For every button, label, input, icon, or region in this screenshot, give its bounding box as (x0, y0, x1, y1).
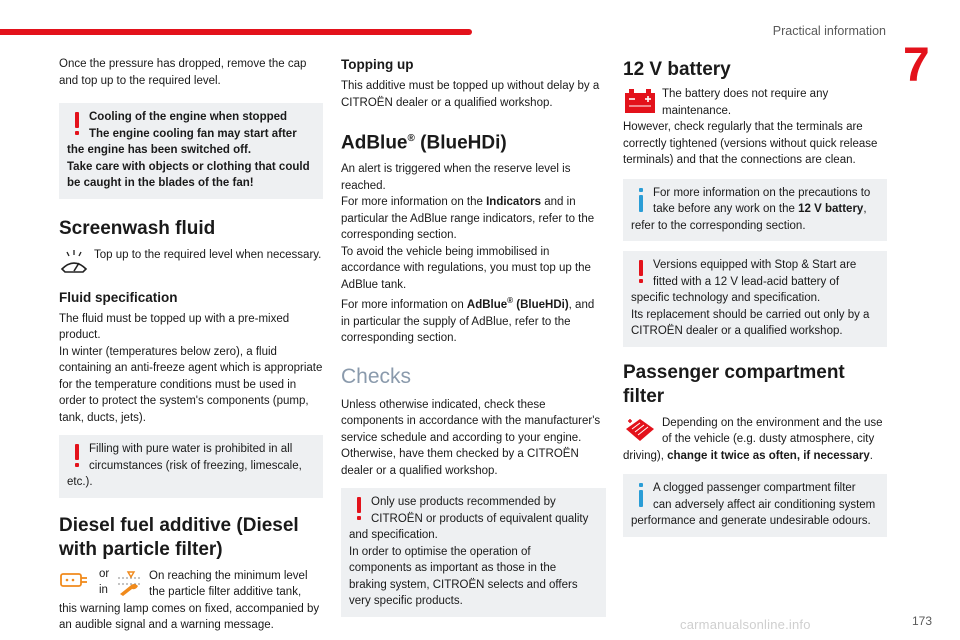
water-warning-text: Filling with pure water is prohibited in all circumstances (risk of freezing, limescale, etc.). (67, 443, 302, 488)
adblue-text: To avoid the vehicle being immobilised in accordance with regulations, you must top up the AdBlue tank. (341, 245, 591, 291)
checks-text: Otherwise, have them checked by a CITROËN dealer or a qualified workshop. (341, 448, 579, 477)
fuel-filter-warning-icon (59, 568, 89, 599)
service-wrench-icon (114, 568, 144, 603)
water-warning-note (59, 435, 323, 498)
stopstart-warning-text: Versions equipped with Stop & Start are fitted with a 12 V lead-acid battery of specific technology and specification. (631, 259, 857, 304)
cabin-filter-icon (623, 415, 657, 445)
battery-text-2: However, check regularly that the terminals are correctly tightened (versions without quick release terminals) and that the connections are clean. (623, 121, 878, 166)
diesel-text-1: On reaching the minimum level (149, 569, 308, 582)
column-2 (341, 56, 606, 617)
warning-icon (67, 441, 89, 471)
diesel-additive-heading: Diesel fuel additive (Diesel with particle filter) (59, 514, 299, 560)
fluid-spec-text: The fluid must be topped up with a pre-mixed product. (59, 312, 290, 341)
warning-icon (67, 109, 89, 139)
cabin-filter-info-note (623, 474, 887, 537)
fan-warning-note (59, 103, 323, 199)
checks-heading: Checks (341, 364, 412, 388)
battery-heading: 12 V battery (623, 59, 731, 80)
stopstart-warning-text: Its replacement should be carried out only by a CITROËN dealer or a qualified workshop. (631, 308, 870, 337)
battery-text: The battery does not require any maintenance. (662, 88, 829, 117)
page-number: 173 (912, 614, 933, 628)
screenwash-heading: Screenwash fluid (59, 217, 216, 239)
products-warning-text: Only use products recommended by CITROËN or products of equivalent quality and specification. (349, 496, 589, 542)
or-label: or (99, 567, 110, 580)
adblue-text: An alert is triggered when the reserve level is reached. (341, 163, 571, 192)
cabin-filter-text: Depending on the environment and the use of the vehicle (e.g. dusty atmosphere, city driving), change it twice as often, if necessary. (623, 416, 883, 462)
products-warning-text: In order to optimise the operation of components as important as those in the braking system, CITROËN selects and offers very specific products. (349, 545, 578, 608)
battery-icon (623, 86, 657, 116)
fan-warning-line: Take care with objects or clothing that could be caught in the blades of the fan! (67, 160, 310, 189)
cabin-filter-info-text: A clogged passenger compartment filter can adversely affect air conditioning system performance and generate undesirable odours. (631, 482, 876, 527)
in-label: in (99, 583, 108, 596)
warning-icon (631, 257, 653, 287)
screenwash-text: Top up to the required level when necessary. (94, 248, 322, 261)
battery-info-text: For more information on the precautions to take before any work on the 12 V battery, refer to the corresponding section. (631, 186, 871, 232)
stopstart-warning-note (623, 251, 887, 347)
adblue-text: For more information on AdBlue® (BlueHDi), and in particular the supply of AdBlue, refer to the corresponding section. (341, 296, 595, 345)
fan-warning-title: Cooling of the engine when stopped (89, 111, 288, 123)
screenwash-icon (59, 247, 89, 277)
column-1 (59, 56, 323, 636)
topping-up-heading: Topping up (341, 57, 414, 72)
diesel-text-3: this warning lamp comes on fixed, accompanied by an audible signal and a warning message. (59, 602, 320, 631)
warning-icon (349, 494, 371, 524)
checks-text: Unless otherwise indicated, check these components in accordance with the manufacturer's service schedule and according to your engine. (341, 398, 601, 444)
topping-up-text: This additive must be topped up without delay by a CITROËN dealer or a qualified workshop. (341, 80, 600, 109)
info-icon (631, 480, 653, 510)
info-icon (631, 185, 653, 215)
battery-info-note (623, 179, 887, 242)
header-accent-bar (0, 29, 472, 35)
watermark: carmanualsonline.info (680, 617, 811, 632)
fan-warning-line: The engine cooling fan may start after the engine has been switched off. (67, 127, 297, 156)
diesel-text-2: the particle filter additive tank, (149, 586, 302, 598)
cabin-filter-heading: Passenger compartment filter (623, 361, 845, 407)
section-title: Practical information (772, 24, 886, 38)
intro-text: Once the pressure has dropped, remove the cap and top up to the required level. (59, 58, 307, 87)
fluid-spec-text: In winter (temperatures below zero), a fluid containing an anti-freeze agent which is appropriate for the temperature conditions must be used in order to protect the system's components (pump, tank, ducts, jets). (59, 345, 323, 424)
adblue-text: For more information on the Indicators and in particular the AdBlue range indicators, refer to the corresponding section. (341, 196, 595, 242)
adblue-heading: AdBlue® (BlueHDi) (341, 132, 507, 154)
column-3 (623, 56, 887, 537)
fluid-spec-heading: Fluid specification (59, 289, 178, 305)
products-warning-note (341, 488, 606, 617)
chapter-number: 7 (903, 39, 930, 92)
